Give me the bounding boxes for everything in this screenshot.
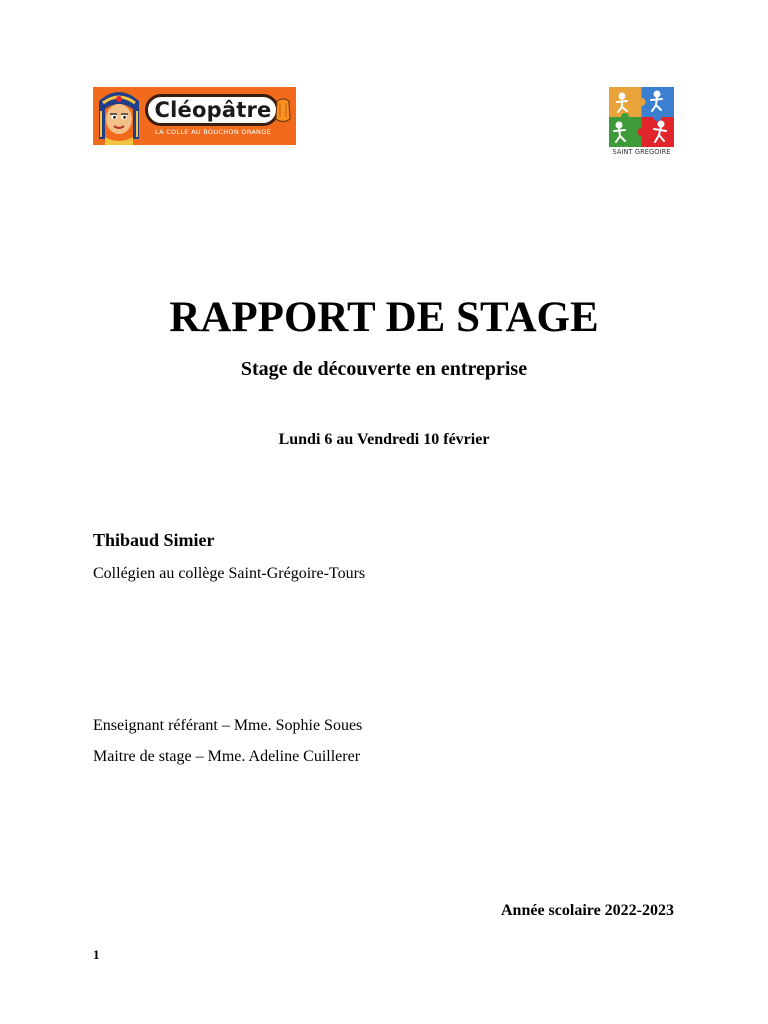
saint-gregoire-name: SAINT GREGOIRE — [612, 148, 671, 156]
document-title: RAPPORT DE STAGE — [169, 294, 599, 341]
school-year: Année scolaire 2022-2023 — [500, 902, 674, 919]
cleopatre-tagline: LA COLLE AU BOUCHON ORANGE — [155, 128, 271, 136]
saint-gregoire-logo — [609, 87, 674, 159]
page-number: 1 — [93, 947, 100, 962]
teacher-referent: Enseignant référant – Mme. Sophie Soues — [93, 717, 363, 734]
cleopatre-logo — [93, 87, 296, 145]
internship-dates: Lundi 6 au Vendredi 10 février — [278, 431, 490, 448]
student-name: Thibaud Simier — [93, 530, 215, 550]
cleopatre-brand-name: Cléopâtre — [154, 98, 272, 122]
cleopatre-mascot-icon — [93, 87, 145, 145]
student-description: Collégien au collège Saint-Grégoire-Tours — [93, 565, 366, 582]
internship-tutor: Maitre de stage – Mme. Adeline Cuillerer — [93, 748, 361, 765]
puzzle-icon — [609, 87, 674, 147]
glue-cap-icon — [274, 97, 292, 125]
document-subtitle: Stage de découverte en entreprise — [240, 358, 528, 380]
